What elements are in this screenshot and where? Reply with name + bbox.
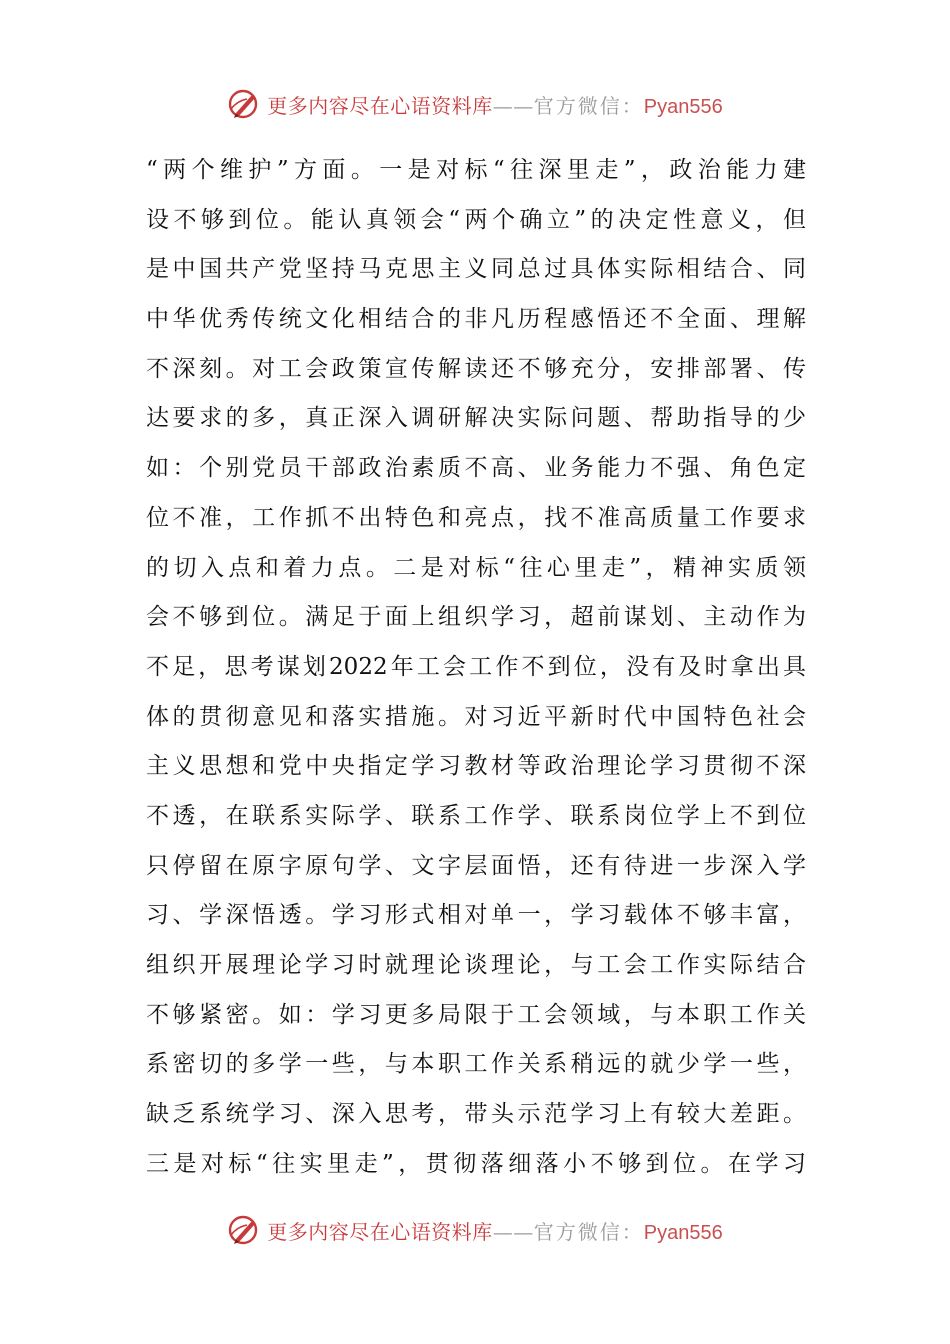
- banner-subtitle: 官方微信：: [533, 93, 644, 118]
- text-line: 的切入点和着力点。二是对标“往心里走”，精神实质领: [146, 554, 806, 581]
- text-line: 如：个别党员干部政治素质不高、业务能力不强、角色定: [146, 455, 806, 482]
- banner-text: [267, 90, 722, 119]
- text-line: 中华优秀传统文化相结合的非凡历程感悟还不全面、理解: [146, 306, 806, 333]
- text-line: 缺乏系统学习、深入思考，带头示范学习上有较大差距。: [146, 1101, 806, 1128]
- text-line: 是中国共产党坚持马克思主义同总过具体实际相结合、同: [146, 256, 806, 283]
- text-line: 不透，在联系实际学、联系工作学、联系岗位学上不到位: [146, 802, 806, 829]
- text-line: “两个维护”方面。一是对标“往深里走”，政治能力建: [146, 157, 806, 183]
- pen-in-circle-logo-icon: [227, 1213, 261, 1247]
- text-line: 只停留在原字原句学、文字层面悟，还有待进一步深入学: [146, 852, 806, 879]
- banner-subtitle: 官方微信：: [533, 1219, 644, 1244]
- text-line: 组织开展理论学习时就理论谈理论，与工会工作实际结合: [146, 952, 806, 978]
- text-line: 会不够到位。满足于面上组织学习，超前谋划、主动作为: [146, 604, 806, 631]
- text-line: 位不准，工作抓不出特色和亮点，找不准高质量工作要求: [146, 504, 806, 531]
- banner-dash: ——: [492, 1219, 534, 1244]
- banner-main-text: 更多内容尽在心语资料库: [267, 93, 493, 118]
- footer-banner: [0, 1210, 950, 1250]
- text-line: 设不够到位。能认真领会“两个确立”的决定性意义，但: [146, 206, 806, 233]
- text-line: 不深刻。对工会政策宣传解读还不够充分，安排部署、传: [146, 355, 806, 382]
- text-line: 体的贯彻意见和落实措施。对习近平新时代中国特色社会: [146, 703, 806, 730]
- text-line: 达要求的多，真正深入调研解决实际问题、帮助指导的少: [146, 405, 806, 432]
- text-line: 三是对标“往实里走”，贯彻落细落小不够到位。在学习: [146, 1150, 806, 1177]
- pen-in-circle-logo-icon: [227, 87, 261, 121]
- banner-text: [267, 1216, 722, 1245]
- text-line: 不够紧密。如：学习更多局限于工会领域，与本职工作关: [146, 1001, 806, 1028]
- banner-main-text: 更多内容尽在心语资料库: [267, 1219, 493, 1244]
- header-banner: [0, 84, 950, 124]
- text-line: 主义思想和党中央指定学习教材等政治理论学习贯彻不深: [146, 753, 806, 780]
- text-line: 系密切的多学一些，与本职工作关系稍远的就少学一些，: [146, 1051, 806, 1078]
- banner-wechat-handle: Pyan556: [643, 1221, 723, 1244]
- banner-dash: ——: [492, 93, 534, 118]
- text-line: 不足，思考谋划2022年工会工作不到位，没有及时拿出具: [146, 653, 806, 680]
- document-body: [146, 146, 806, 1189]
- banner-wechat-handle: Pyan556: [643, 95, 723, 118]
- text-line: 习、学深悟透。学习形式相对单一，学习载体不够丰富，: [146, 902, 806, 929]
